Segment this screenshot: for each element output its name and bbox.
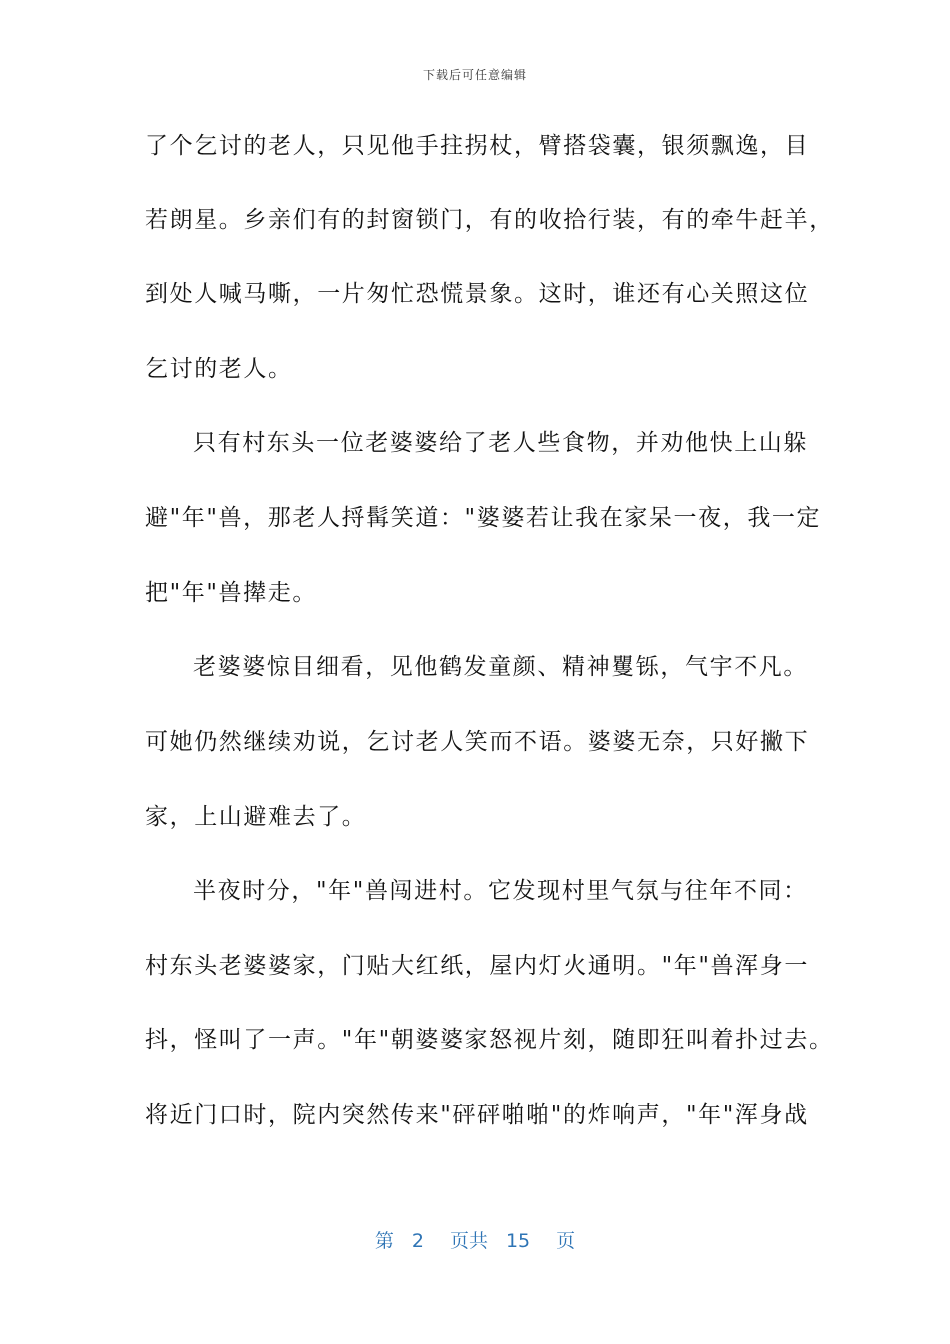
current-page-number: 2 bbox=[411, 1230, 424, 1252]
text-line: 乞讨的老人。 bbox=[145, 356, 293, 382]
text-line: 抖，怪叫了一声。"年"朝婆婆家怒视片刻，随即狂叫着扑过去。 bbox=[145, 1027, 834, 1053]
paragraph-first-line: 只有村东头一位老婆婆给了老人些食物，并劝他快上山躲 bbox=[193, 430, 808, 456]
text-line: 可她仍然继续劝说，乞讨老人笑而不语。婆婆无奈，只好撇下 bbox=[145, 729, 810, 755]
total-page-count: 15 bbox=[505, 1230, 531, 1252]
page-header: 下载后可任意编辑 bbox=[422, 68, 527, 82]
text-line: 到处人喊马嘶，一片匆忙恐慌景象。这时，谁还有心关照这位 bbox=[145, 281, 810, 307]
paragraph-first-line: 半夜时分，"年"兽闯进村。它发现村里气氛与往年不同： bbox=[193, 878, 808, 904]
text-line: 村东头老婆婆家，门贴大红纸，屋内灯火通明。"年"兽浑身一 bbox=[145, 953, 809, 979]
page-footer bbox=[0, 1226, 950, 1253]
text-line: 家，上山避难去了。 bbox=[145, 804, 367, 830]
text-line: 把"年"兽撵走。 bbox=[145, 580, 317, 606]
text-line: 将近门口时，院内突然传来"砰砰啪啪"的炸响声，"年"浑身战 bbox=[145, 1102, 809, 1128]
footer-prefix: 第 bbox=[374, 1230, 394, 1252]
footer-suffix: 页 bbox=[556, 1230, 576, 1252]
footer-middle: 页共 bbox=[449, 1230, 488, 1252]
text-line: 避"年"兽，那老人捋髯笑道："婆婆若让我在家呆一夜，我一定 bbox=[145, 505, 822, 531]
text-line: 了个乞讨的老人，只见他手拄拐杖，臂搭袋囊，银须飘逸，目 bbox=[145, 133, 810, 159]
text-line: 若朗星。乡亲们有的封窗锁门，有的收拾行装，有的牵牛赶羊， bbox=[145, 207, 834, 233]
paragraph-first-line: 老婆婆惊目细看，见他鹤发童颜、精神矍铄，气宇不凡。 bbox=[193, 654, 808, 680]
